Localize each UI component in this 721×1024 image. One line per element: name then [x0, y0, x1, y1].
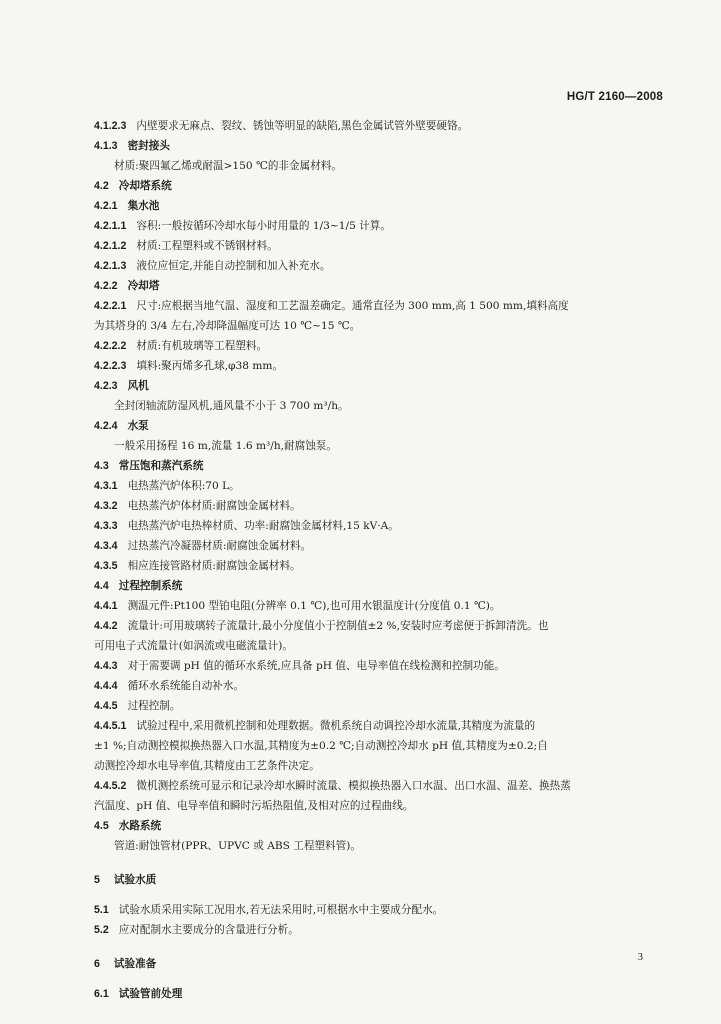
clause-line: [94, 796, 684, 816]
clause-text: 微机测控系统可显示和记录冷却水瞬时流量、模拟换热器入口水温、出口水温、温差、换热蒸: [136, 780, 571, 792]
clause-line: [94, 816, 684, 836]
clause-text: ±1 %;自动测控模拟换热器入口水温,其精度为±0.2 ℃;自动测控冷却水 pH 值,其精度为±0.2;自: [94, 740, 548, 752]
clause-number: 4.4.5.1: [94, 720, 127, 732]
clause-text: 材质:聚四氟乙烯或耐温>150 ℃的非金属材料。: [114, 160, 342, 172]
clause-line: [94, 476, 684, 496]
clause-line: [94, 676, 684, 696]
clause-line: [94, 696, 684, 716]
clause-number: 4.4.1: [94, 600, 118, 612]
clause-heading: 集水池: [127, 200, 160, 212]
clause-number: 4.4: [94, 580, 109, 592]
clause-line: [94, 616, 684, 636]
clause-line: [94, 736, 684, 756]
clause-number: 4.3.4: [94, 540, 118, 552]
clause-line: [94, 556, 684, 576]
clause-line: [94, 496, 684, 516]
clause-text: 试验管前处理: [118, 988, 183, 1000]
clause-number: 5.2: [94, 924, 109, 936]
clause-number: 6.1: [94, 988, 109, 1000]
clause-text: 一般采用扬程 16 m,流量 1.6 m³/h,耐腐蚀泵。: [114, 440, 337, 452]
clause-number: 4.3.3: [94, 520, 118, 532]
chapter-title: 试验水质: [113, 874, 157, 886]
clause-text: 汽温度、pH 值、电导率值和瞬时污垢热阻值,及相对应的过程曲线。: [94, 800, 414, 812]
clause-line: [94, 436, 684, 456]
clause-line: [94, 256, 684, 276]
clause-text: 液位应恒定,并能自动控制和加入补充水。: [136, 260, 331, 272]
clause-line: [94, 316, 684, 336]
clause-line: [94, 136, 684, 156]
clause-line: [94, 216, 684, 236]
clause-heading: 风机: [127, 380, 149, 392]
clause-line: [94, 236, 684, 256]
clause-number: 4.2.1.2: [94, 240, 127, 252]
clause-text: 全封闭轴流防湿风机,通风量不小于 3 700 m³/h。: [114, 400, 349, 412]
clause-number: 4.3: [94, 460, 109, 472]
clause-line: [94, 596, 684, 616]
clause-number: 4.1.3: [94, 140, 118, 152]
clause-number: 4.2.1.3: [94, 260, 127, 272]
clause-number: 4.2.2: [94, 280, 118, 292]
clause-number: 4.2.2.3: [94, 360, 127, 372]
clause-text: 为其塔身的 3/4 左右,冷却降温幅度可达 10 ℃~15 ℃。: [94, 320, 361, 332]
section-4-list: [94, 116, 684, 856]
clause-text: 试验水质采用实际工况用水,若无法采用时,可根据水中主要成分配水。: [118, 904, 444, 916]
clause-line: [94, 756, 684, 776]
clause-text: 填料:聚丙烯多孔球,φ38 mm。: [136, 360, 284, 372]
clause-text: 容积:一般按循环冷却水每小时用量的 1/3~1/5 计算。: [136, 220, 391, 232]
clause-line: [94, 656, 684, 676]
clause-heading: 冷却塔系统: [118, 180, 172, 192]
clause-text: 材质:工程塑料或不锈钢材料。: [136, 240, 278, 252]
clause-text: 管道:耐蚀管材(PPR、UPVC 或 ABS 工程塑料管)。: [114, 840, 361, 852]
clause-text: 测温元件:Pt100 型铂电阻(分辨率 0.1 ℃),也可用水银温度计(分度值 0.1 ℃)。: [127, 600, 501, 612]
chapter-number: 6: [94, 958, 100, 970]
clause-line: [94, 296, 684, 316]
clause-line: [94, 156, 684, 176]
chapter-5-heading: [94, 870, 684, 890]
clause-text: 流量计:可用玻璃转子流量计,最小分度值小于控制值±2 %,安装时应考虑便于拆卸清洗。也: [127, 620, 549, 632]
clause-number: 4.4.3: [94, 660, 118, 672]
clause-line: [94, 116, 684, 136]
clause-5-1: [94, 900, 684, 920]
clause-text: 尺寸:应根据当地气温、湿度和工艺温差确定。通常直径为 300 mm,高 1 500 mm,填料高度: [136, 300, 569, 312]
clause-heading: 水泵: [127, 420, 149, 432]
clause-number: 4.3.5: [94, 560, 118, 572]
clause-text: 试验过程中,采用微机控制和处理数据。微机系统自动调控冷却水流量,其精度为流量的: [136, 720, 536, 732]
clause-line: [94, 576, 684, 596]
chapter-number: 5: [94, 874, 100, 886]
clause-text: 可用电子式流量计(如涡流或电磁流量计)。: [94, 640, 293, 652]
clause-number: 4.1.2.3: [94, 120, 127, 132]
clause-line: [94, 716, 684, 736]
clause-heading: 冷却塔: [127, 280, 160, 292]
clause-6-1: [94, 984, 684, 1004]
clause-line: [94, 776, 684, 796]
clause-line: [94, 276, 684, 296]
clause-heading: 水路系统: [118, 820, 162, 832]
clause-heading: 密封接头: [127, 140, 170, 152]
clause-text: 材质:有机玻璃等工程塑料。: [136, 340, 268, 352]
clause-line: [94, 456, 684, 476]
clause-heading: 过程控制系统: [118, 580, 183, 592]
clause-line: [94, 636, 684, 656]
clause-heading: 常压饱和蒸汽系统: [118, 460, 204, 472]
clause-line: [94, 536, 684, 556]
clause-line: [94, 416, 684, 436]
clause-number: 4.3.2: [94, 500, 118, 512]
chapter-title: 试验准备: [113, 958, 157, 970]
clause-text: 对于需要调 pH 值的循环水系统,应具备 pH 值、电导率值在线检测和控制功能。: [127, 660, 505, 672]
clause-line: [94, 836, 684, 856]
clause-number: 4.4.5: [94, 700, 118, 712]
clause-line: [94, 196, 684, 216]
clause-text: 电热蒸汽炉电热棒材质、功率:耐腐蚀金属材料,15 kV·A。: [127, 520, 399, 532]
clause-number: 5.1: [94, 904, 109, 916]
clause-line: [94, 356, 684, 376]
clause-text: 电热蒸汽炉体材质:耐腐蚀金属材料。: [127, 500, 301, 512]
clause-number: 4.2.2.2: [94, 340, 127, 352]
clause-text: 动测控冷却水电导率值,其精度由工艺条件决定。: [94, 760, 320, 772]
clause-line: [94, 176, 684, 196]
clause-text: 过程控制。: [127, 700, 181, 712]
page-number: 3: [637, 952, 643, 963]
clause-text: 电热蒸汽炉体积:70 L。: [127, 480, 240, 492]
clause-5-2: [94, 920, 684, 940]
clause-number: 4.3.1: [94, 480, 118, 492]
clause-number: 4.4.2: [94, 620, 118, 632]
clause-line: [94, 336, 684, 356]
clause-line: [94, 516, 684, 536]
clause-number: 4.4.4: [94, 680, 118, 692]
clause-number: 4.4.5.2: [94, 780, 127, 792]
standard-code: HG/T 2160—2008: [566, 91, 663, 103]
clause-text: 应对配制水主要成分的含量进行分析。: [118, 924, 299, 936]
clause-line: [94, 396, 684, 416]
clause-text: 内壁要求无麻点、裂纹、锈蚀等明显的缺陷,黑色金属试管外壁要硬铬。: [136, 120, 469, 132]
clause-number: 4.2.3: [94, 380, 118, 392]
clause-number: 4.2: [94, 180, 109, 192]
clause-number: 4.2.2.1: [94, 300, 127, 312]
clause-number: 4.2.1: [94, 200, 118, 212]
clause-text: 循环水系统能自动补水。: [127, 680, 245, 692]
clause-text: 过热蒸汽冷凝器材质:耐腐蚀金属材料。: [127, 540, 312, 552]
clause-text: 相应连接管路材质:耐腐蚀金属材料。: [127, 560, 301, 572]
clause-number: 4.5: [94, 820, 109, 832]
clause-number: 4.2.1.1: [94, 220, 127, 232]
chapter-6-heading: [94, 954, 684, 974]
clause-number: 4.2.4: [94, 420, 118, 432]
clause-line: [94, 376, 684, 396]
page-content: [94, 116, 684, 1004]
